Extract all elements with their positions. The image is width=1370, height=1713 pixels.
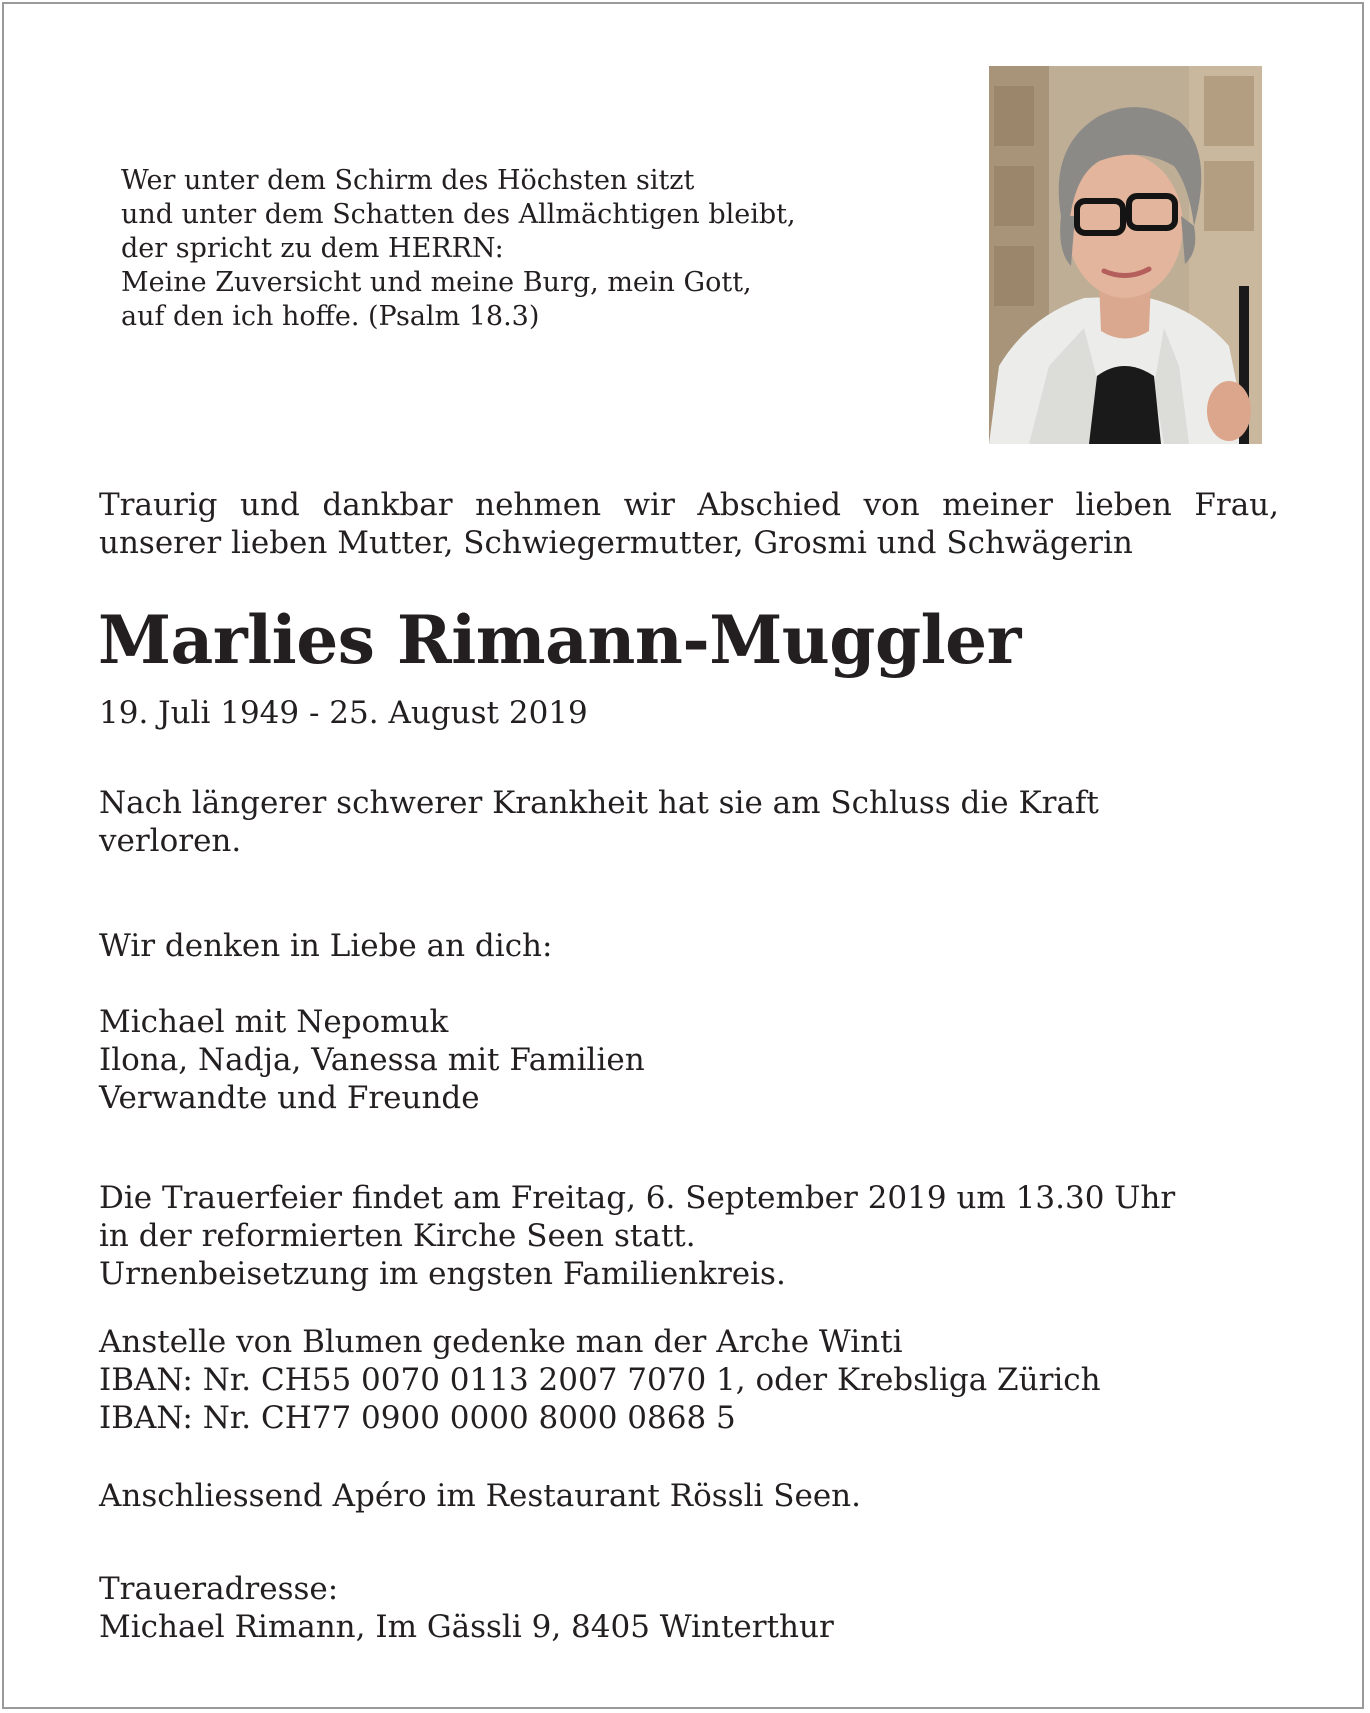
mourner-item: Ilona, Nadja, Vanessa mit Familien (99, 1042, 645, 1078)
apero-note: Anschliessend Apéro im Restaurant Rössli Seen. (99, 1478, 861, 1514)
mourner-item: Michael mit Nepomuk (99, 1004, 449, 1040)
intro-line: unserer lieben Mutter, Schwiegermutter, Grosmi und Schwägerin (99, 525, 1133, 561)
ceremony-line: Die Trauerfeier findet am Freitag, 6. September 2019 um 13.30 Uhr (99, 1180, 1176, 1216)
psalm-line: auf den ich hoffe. (Psalm 18.3) (121, 301, 540, 332)
donation-line: Anstelle von Blumen gedenke man der Arche Winti (99, 1324, 903, 1360)
portrait-photo (989, 66, 1262, 444)
remembrance-heading: Wir denken in Liebe an dich: (99, 928, 553, 964)
ceremony-line: Urnenbeisetzung im engsten Familienkreis. (99, 1256, 786, 1292)
illness-line: verloren. (99, 823, 242, 859)
address-label: Traueradresse: (99, 1571, 339, 1607)
farewell-intro (99, 486, 1279, 562)
psalm-line: der spricht zu dem HERRN: (121, 233, 504, 264)
mourners-list (99, 1003, 645, 1117)
ceremony-details (99, 1179, 1175, 1293)
mourner-item: Verwandte und Freunde (99, 1080, 480, 1116)
ceremony-line: in der reformierten Kirche Seen statt. (99, 1218, 696, 1254)
psalm-quote (121, 164, 941, 334)
psalm-line: Wer unter dem Schirm des Höchsten sitzt (121, 165, 695, 196)
illness-note (99, 784, 1099, 860)
donation-details (99, 1323, 1101, 1437)
mourning-address (99, 1570, 834, 1646)
illness-line: Nach längerer schwerer Krankheit hat sie am Schluss die Kraft (99, 785, 1099, 821)
donation-line: IBAN: Nr. CH55 0070 0113 2007 7070 1, oder Krebsliga Zürich (99, 1362, 1101, 1398)
life-dates: 19. Juli 1949 - 25. August 2019 (99, 695, 588, 731)
deceased-name: Marlies Rimann-Muggler (98, 601, 1021, 679)
obituary-page (2, 2, 1364, 1709)
psalm-line: Meine Zuversicht und meine Burg, mein Gott, (121, 267, 752, 298)
address-value: Michael Rimann, Im Gässli 9, 8405 Winterthur (99, 1609, 834, 1645)
intro-line: Traurig und dankbar nehmen wir Abschied von meiner lieben Frau, (99, 487, 1279, 523)
psalm-line: und unter dem Schatten des Allmächtigen bleibt, (121, 199, 796, 230)
donation-line: IBAN: Nr. CH77 0900 0000 8000 0868 5 (99, 1400, 736, 1436)
